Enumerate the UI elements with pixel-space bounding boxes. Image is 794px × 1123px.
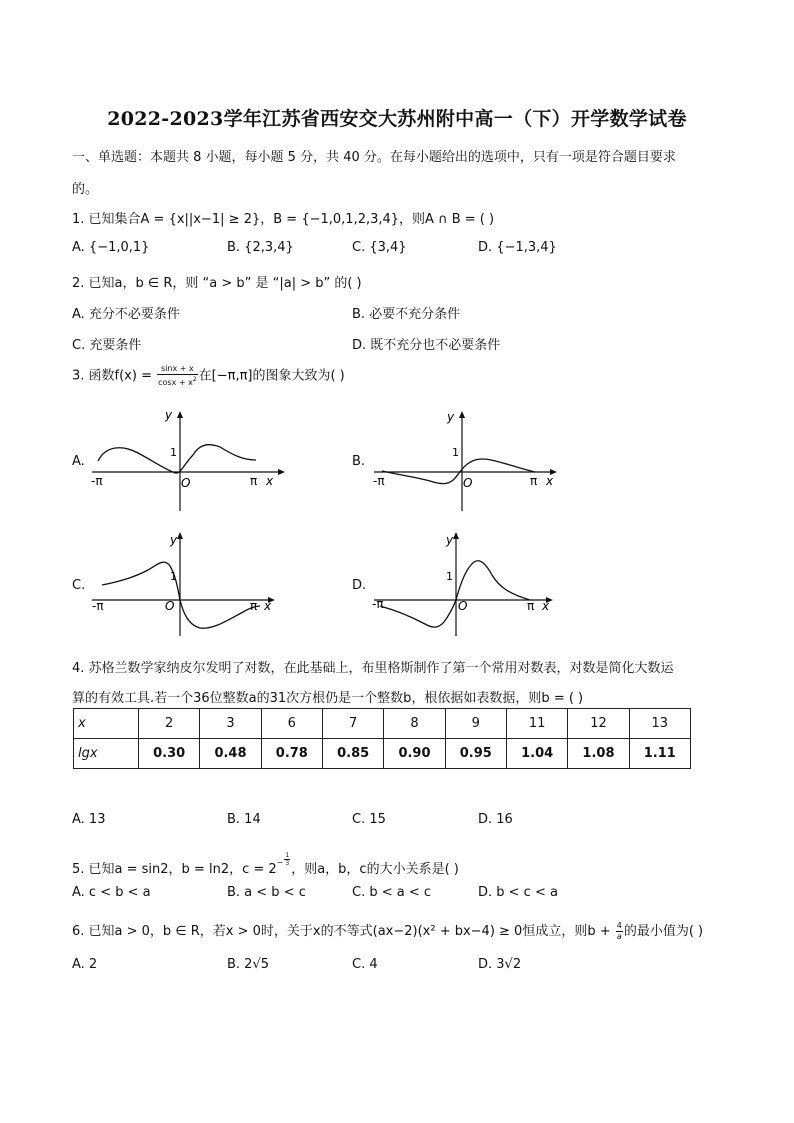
table-cell: 1.11 <box>629 739 690 769</box>
one-label: 1 <box>452 446 459 459</box>
pi-label: π <box>250 599 258 613</box>
table-cell: 0.78 <box>261 739 322 769</box>
q4-option-a[interactable]: A. 13 <box>72 812 106 827</box>
y-label: y <box>170 533 178 547</box>
origin-label: O <box>458 599 468 613</box>
q6-option-d[interactable]: D. 3√2 <box>478 957 522 972</box>
q3-graph-a-label[interactable]: A. <box>72 454 85 469</box>
q3-graph-d-label[interactable]: D. <box>352 578 367 593</box>
q5-exp-num: 1 <box>285 852 290 859</box>
q3-stem-suffix: 在[−π,π]的图象大致为( ) <box>198 368 345 384</box>
q2-option-c[interactable]: C. 充要条件 <box>72 338 142 353</box>
q1-stem: 1. 已知集合A = {x||x−1| ≥ 2}，B = {−1,0,1,2,3,4}，则A ∩ B = ( ) <box>72 212 495 227</box>
table-cell: 2 <box>139 709 200 739</box>
table-cell: 12 <box>568 709 629 739</box>
neg-pi-label: -π <box>91 474 103 488</box>
q5-stem-pre: 5. 已知a = sin2，b = ln2，c = 2 <box>72 862 277 877</box>
table-row <box>74 709 691 739</box>
q3-den-sup: 2 <box>192 376 197 383</box>
q3-graph-c-label[interactable]: C. <box>72 578 86 593</box>
q3-stem-prefix: 3. 函数f(x) = <box>72 368 157 384</box>
origin-label: O <box>181 476 191 490</box>
q5-exp-den: 3 <box>285 860 290 867</box>
origin-label: O <box>165 599 175 613</box>
curve-b <box>382 459 535 484</box>
q3-graph-b-label[interactable]: B. <box>352 454 366 469</box>
table-cell: 1.08 <box>568 739 629 769</box>
table-cell: 0.30 <box>139 739 200 769</box>
table-cell: 0.95 <box>445 739 506 769</box>
q2-option-d[interactable]: D. 既不充分也不必要条件 <box>352 338 501 353</box>
x-label: x <box>264 599 272 613</box>
q1-option-c[interactable]: C. {3,4} <box>352 240 407 255</box>
q3-fraction <box>157 364 198 388</box>
q6-stem-pre: 6. 已知a > 0，b ∈ R，若x > 0时，关于x的不等式(ax−2)(x² + bx−4) ≥ 0恒成立，则b + <box>72 924 615 939</box>
x-axis-arrow-icon <box>278 469 285 475</box>
origin-label: O <box>463 476 473 490</box>
q2-stem: 2. 已知a，b ∈ R，则 “a > b” 是 “|a| > b” 的( ) <box>72 276 362 291</box>
y-label: y <box>446 533 454 547</box>
q5-option-c[interactable]: C. b < a < c <box>352 885 432 900</box>
q5-option-d[interactable]: D. b < c < a <box>478 885 558 900</box>
q4-option-c[interactable]: C. 15 <box>352 812 386 827</box>
table-cell: 11 <box>506 709 567 739</box>
q5-exponent <box>284 852 290 867</box>
y-axis-arrow-icon <box>177 411 183 418</box>
q6-stem <box>72 920 703 942</box>
q3-graph-b[interactable] <box>370 405 570 515</box>
pi-label: π <box>250 474 258 488</box>
q6-stem-post: 的最小值为( ) <box>623 924 704 939</box>
x-label: x <box>546 474 554 488</box>
y-axis-arrow-icon <box>177 532 183 539</box>
y-axis-arrow-icon <box>453 532 459 539</box>
q6-option-a[interactable]: A. 2 <box>72 957 98 972</box>
neg-pi-label: -π <box>372 597 384 611</box>
q1-option-a[interactable]: A. {−1,0,1} <box>72 240 150 255</box>
q4-option-b[interactable]: B. 14 <box>227 812 261 827</box>
q4-stem-line2: 算的有效工具.若一个36位整数a的31次方根仍是一个整数b，根依据如表数据，则b = ( ) <box>72 691 584 706</box>
page-title: 2022-2023学年江苏省西安交大苏州附中高一（下）开学数学试卷 <box>107 108 687 130</box>
x-label: x <box>266 474 274 488</box>
section-heading-line1: 一、单选题：本题共 8 小题，每小题 5 分，共 40 分。在每小题给出的选项中，只有一项是符合题目要求 <box>72 150 676 165</box>
q4-stem-line1: 4. 苏格兰数学家纳皮尔发明了对数，在此基础上，布里格斯制作了第一个常用对数表，对数是简化大数运 <box>72 661 674 676</box>
q6-frac-den: a <box>616 932 622 941</box>
q2-option-a[interactable]: A. 充分不必要条件 <box>72 307 180 322</box>
one-label: 1 <box>446 570 453 583</box>
q3-stem <box>72 364 345 388</box>
curve-c <box>102 562 260 628</box>
pi-label: π <box>527 599 535 613</box>
table-cell: 8 <box>384 709 445 739</box>
q3-frac-num: sinx + x <box>157 364 198 375</box>
curve-d <box>380 561 530 627</box>
y-label: y <box>165 408 173 422</box>
table-cell: 0.48 <box>200 739 261 769</box>
table-row <box>74 739 691 769</box>
section-heading-line2: 的。 <box>72 182 99 197</box>
q6-fraction <box>616 921 623 942</box>
q3-frac-den: cosx + x <box>158 378 193 387</box>
q3-graph-d[interactable] <box>370 530 570 640</box>
table-cell: 6 <box>261 709 322 739</box>
q2-option-b[interactable]: B. 必要不充分条件 <box>352 307 461 322</box>
q6-option-b[interactable]: B. 2√5 <box>227 957 270 972</box>
table-header-x: x <box>74 709 139 739</box>
y-axis-arrow-icon <box>459 411 465 418</box>
y-label: y <box>447 410 455 424</box>
table-cell: 0.85 <box>322 739 383 769</box>
q4-option-d[interactable]: D. 16 <box>478 812 513 827</box>
table-cell: 3 <box>200 709 261 739</box>
q5-stem: 5. 已知a = sin2，b = ln2，c = 2− $\frac{1}{3}$ ，则a，b，c的大小关系是( ) <box>72 852 459 877</box>
q5-stem-post: ，则a，b，c的大小关系是( ) <box>291 862 459 877</box>
neg-pi-label: -π <box>373 474 385 488</box>
table-cell: 7 <box>322 709 383 739</box>
table-cell: 9 <box>445 709 506 739</box>
table-cell: 13 <box>629 709 690 739</box>
q3-graph-c[interactable] <box>88 530 288 640</box>
q1-option-b[interactable]: B. {2,3,4} <box>227 240 294 255</box>
q6-frac-num: 4 <box>616 921 622 930</box>
curve-a <box>98 445 256 474</box>
q1-option-d[interactable]: D. {−1,3,4} <box>478 240 557 255</box>
q5-option-a[interactable]: A. c < b < a <box>72 885 151 900</box>
q3-graph-a[interactable] <box>88 405 288 515</box>
log-table <box>73 708 691 769</box>
table-cell: 1.04 <box>506 739 567 769</box>
table-cell: 0.90 <box>384 739 445 769</box>
x-label: x <box>542 599 550 613</box>
q6-option-c[interactable]: C. 4 <box>352 957 378 972</box>
pi-label: π <box>530 474 538 488</box>
one-label: 1 <box>170 570 177 583</box>
neg-pi-label: -π <box>92 599 104 613</box>
table-header-lgx: lgx <box>74 739 139 769</box>
q5-option-b[interactable]: B. a < b < c <box>227 885 306 900</box>
one-label: 1 <box>170 446 177 459</box>
